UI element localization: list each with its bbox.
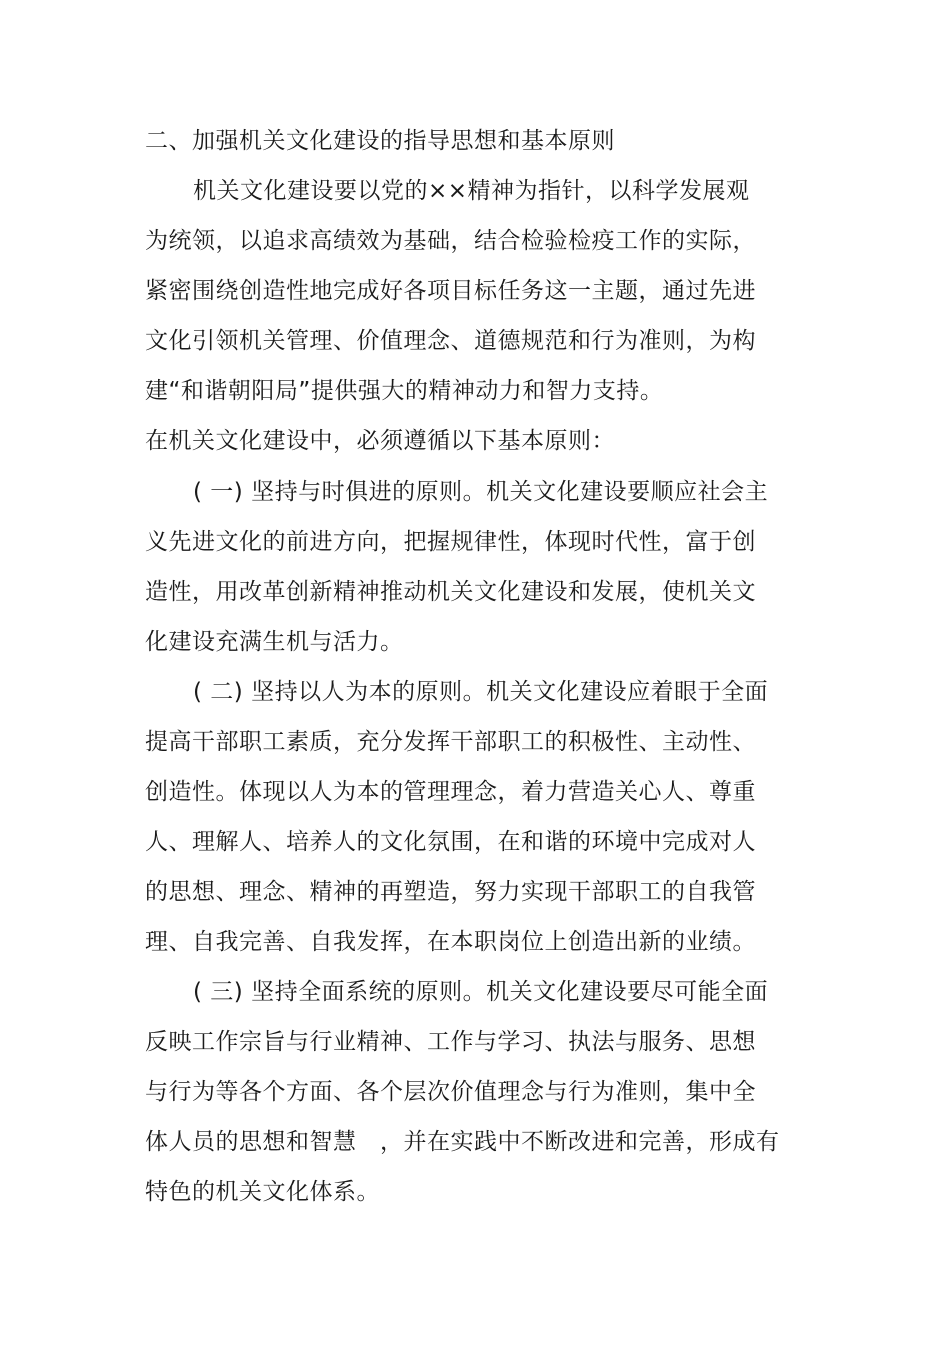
intro-line-3: 紧密围绕创造性地完成好各项目标任务这一主题，通过先进 — [145, 278, 756, 304]
principle-1-line-3: 造性，用改革创新精神推动机关文化建设和发展，使机关文 — [145, 579, 756, 605]
principle-3-line-5: 特色的机关文化体系。 — [145, 1179, 380, 1205]
principle-2-line-5: 的思想、理念、精神的再塑造，努力实现干部职工的自我管 — [145, 879, 756, 905]
principles-lead: 在机关文化建设中，必须遵循以下基本原则： — [145, 428, 615, 454]
principle-2-line-1: ( 二) 坚持以人为本的原则。机关文化建设应着眼于全面 — [193, 679, 769, 705]
principle-3-line-2: 反映工作宗旨与行业精神、工作与学习、执法与服务、思想 — [145, 1029, 756, 1055]
principle-1-line-2: 义先进文化的前进方向，把握规律性，体现时代性，富于创 — [145, 529, 756, 555]
principle-3-line-1: ( 三) 坚持全面系统的原则。机关文化建设要尽可能全面 — [193, 979, 769, 1005]
principle-1-line-4: 化建设充满生机与活力。 — [145, 629, 404, 655]
intro-line-1: 机关文化建设要以党的××精神为指针，以科学发展观 — [193, 178, 750, 204]
intro-line-2: 为统领，以追求高绩效为基础，结合检验检疫工作的实际， — [145, 228, 756, 254]
intro-line-4: 文化引领机关管理、价值理念、道德规范和行为准则，为构 — [145, 328, 756, 354]
principle-2-line-6: 理、自我完善、自我发挥，在本职岗位上创造出新的业绩。 — [145, 929, 756, 955]
principle-2-line-3: 创造性。体现以人为本的管理理念，着力营造关心人、尊重 — [145, 779, 756, 805]
section-heading: 二、加强机关文化建设的指导思想和基本原则 — [145, 128, 615, 154]
principle-3-line-4: 体人员的思想和智慧 ，并在实践中不断改进和完善，形成有 — [145, 1129, 780, 1155]
principle-1-line-1: ( 一) 坚持与时俱进的原则。机关文化建设要顺应社会主 — [193, 479, 769, 505]
principle-2-line-4: 人、理解人、培养人的文化氛围，在和谐的环境中完成对人 — [145, 829, 756, 855]
principle-3-line-3: 与行为等各个方面、各个层次价值理念与行为准则，集中全 — [145, 1079, 756, 1105]
intro-line-5: 建“和谐朝阳局”提供强大的精神动力和智力支持。 — [145, 378, 664, 404]
principle-2-line-2: 提高干部职工素质，充分发挥干部职工的积极性、主动性、 — [145, 729, 756, 755]
